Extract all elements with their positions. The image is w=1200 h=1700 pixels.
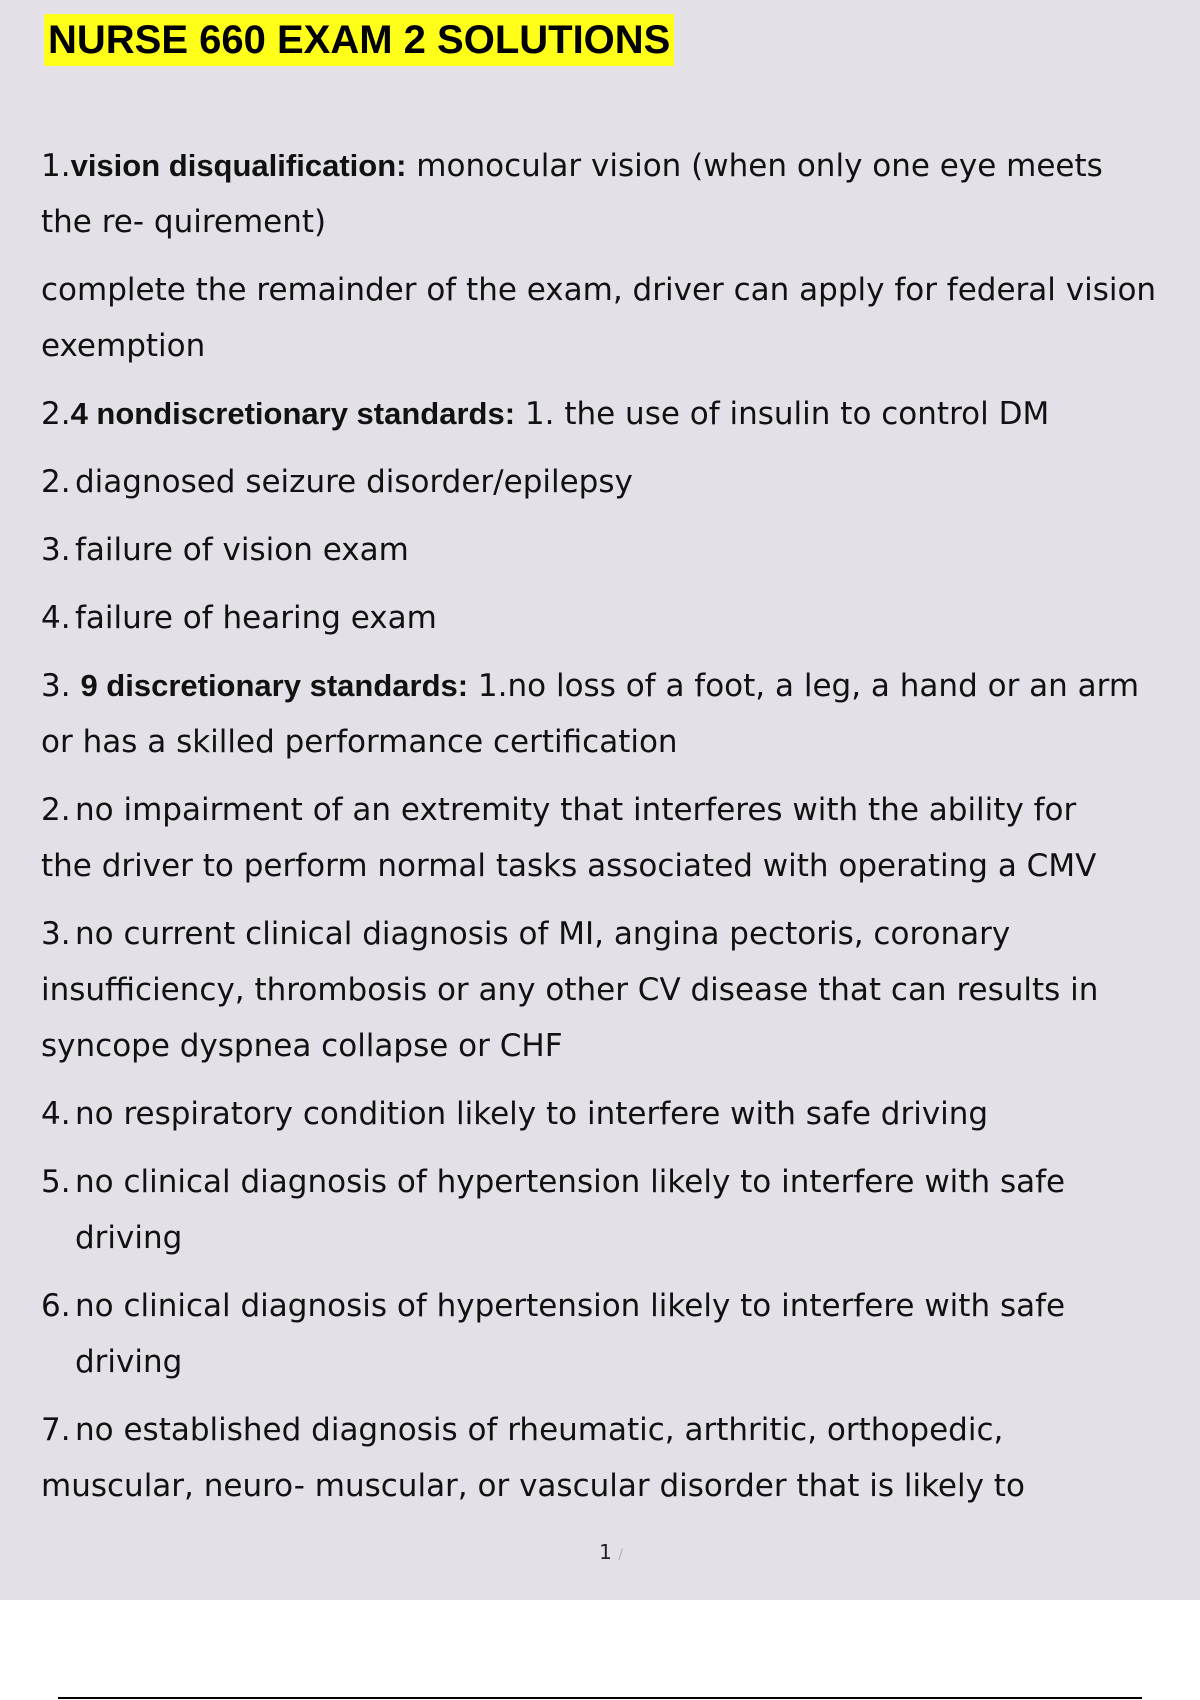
list-text: no clinical diagnosis of hypertension likely to interfere with safe xyxy=(75,1288,1066,1324)
item-2-definition: 1. the use of insulin to control DM xyxy=(515,396,1050,432)
item-3-number: 3. xyxy=(41,668,81,704)
list-text: failure of hearing exam xyxy=(75,600,437,636)
item-3-sub-5 xyxy=(41,1154,1200,1266)
item-1-note-line-2: exemption xyxy=(41,328,206,364)
item-2 xyxy=(41,386,1200,442)
list-text-cont: driving xyxy=(75,1220,183,1256)
list-text: no clinical diagnosis of hypertension likely to interfere with safe xyxy=(75,1164,1066,1200)
item-3-definition: 1.no loss of a foot, a leg, a hand or an arm xyxy=(468,668,1140,704)
list-number: 3. xyxy=(41,532,71,568)
item-1-definition-cont: the re- quirement) xyxy=(41,204,327,240)
item-3-term: 9 discretionary standards: xyxy=(80,668,469,703)
item-3-sub-3 xyxy=(41,906,1200,1074)
item-2-term: 4 nondiscretionary standards: xyxy=(70,396,516,431)
list-text: no current clinical diagnosis of MI, angina pectoris, coronary xyxy=(75,916,1011,952)
bottom-divider xyxy=(58,1697,1142,1699)
list-number: 4. xyxy=(41,1096,71,1132)
item-1 xyxy=(41,138,1200,250)
list-text-cont: driving xyxy=(75,1344,183,1380)
page-number-value: 1 xyxy=(599,1540,612,1564)
list-text-cont: insufficiency, thrombosis or any other CV disease that can results in xyxy=(41,972,1099,1008)
list-text: diagnosed seizure disorder/epilepsy xyxy=(75,464,633,500)
item-2-sub-2 xyxy=(41,454,1200,510)
list-text-cont: the driver to perform normal tasks associated with operating a CMV xyxy=(41,848,1097,884)
page-number-separator: / xyxy=(618,1547,623,1563)
item-3-definition-cont: or has a skilled performance certification xyxy=(41,724,678,760)
list-text-cont: muscular, neuro- muscular, or vascular disorder that is likely to xyxy=(41,1468,1025,1504)
item-3-sub-6 xyxy=(41,1278,1200,1390)
list-number: 6. xyxy=(41,1288,71,1324)
list-number: 7. xyxy=(41,1412,71,1448)
list-text: no respiratory condition likely to interfere with safe driving xyxy=(75,1096,989,1132)
item-2-sub-4 xyxy=(41,590,1200,646)
list-text-cont: syncope dyspnea collapse or CHF xyxy=(41,1028,563,1064)
item-1-continuation xyxy=(41,262,1200,374)
document-title: NURSE 660 EXAM 2 SOLUTIONS xyxy=(44,14,674,66)
item-1-term: vision disqualification: xyxy=(70,148,407,183)
list-number: 5. xyxy=(41,1164,71,1200)
item-1-note-line-1: complete the remainder of the exam, driver can apply for federal vision xyxy=(41,272,1157,308)
item-2-sub-3 xyxy=(41,522,1200,578)
list-text: no impairment of an extremity that interferes with the ability for xyxy=(75,792,1077,828)
list-text: no established diagnosis of rheumatic, arthritic, orthopedic, xyxy=(75,1412,1004,1448)
list-number: 3. xyxy=(41,916,71,952)
item-3-sub-7 xyxy=(41,1402,1200,1514)
item-2-number: 2. xyxy=(41,396,71,432)
document-body xyxy=(41,138,1200,1526)
item-3-sub-2 xyxy=(41,782,1200,894)
item-3-sub-4 xyxy=(41,1086,1200,1142)
list-number: 2. xyxy=(41,464,71,500)
list-number: 2. xyxy=(41,792,71,828)
list-text: failure of vision exam xyxy=(75,532,409,568)
item-1-definition: monocular vision (when only one eye meets xyxy=(406,148,1103,184)
list-number: 4. xyxy=(41,600,71,636)
item-3 xyxy=(41,658,1200,770)
page-number xyxy=(0,1540,1200,1564)
item-1-number: 1. xyxy=(41,148,71,184)
